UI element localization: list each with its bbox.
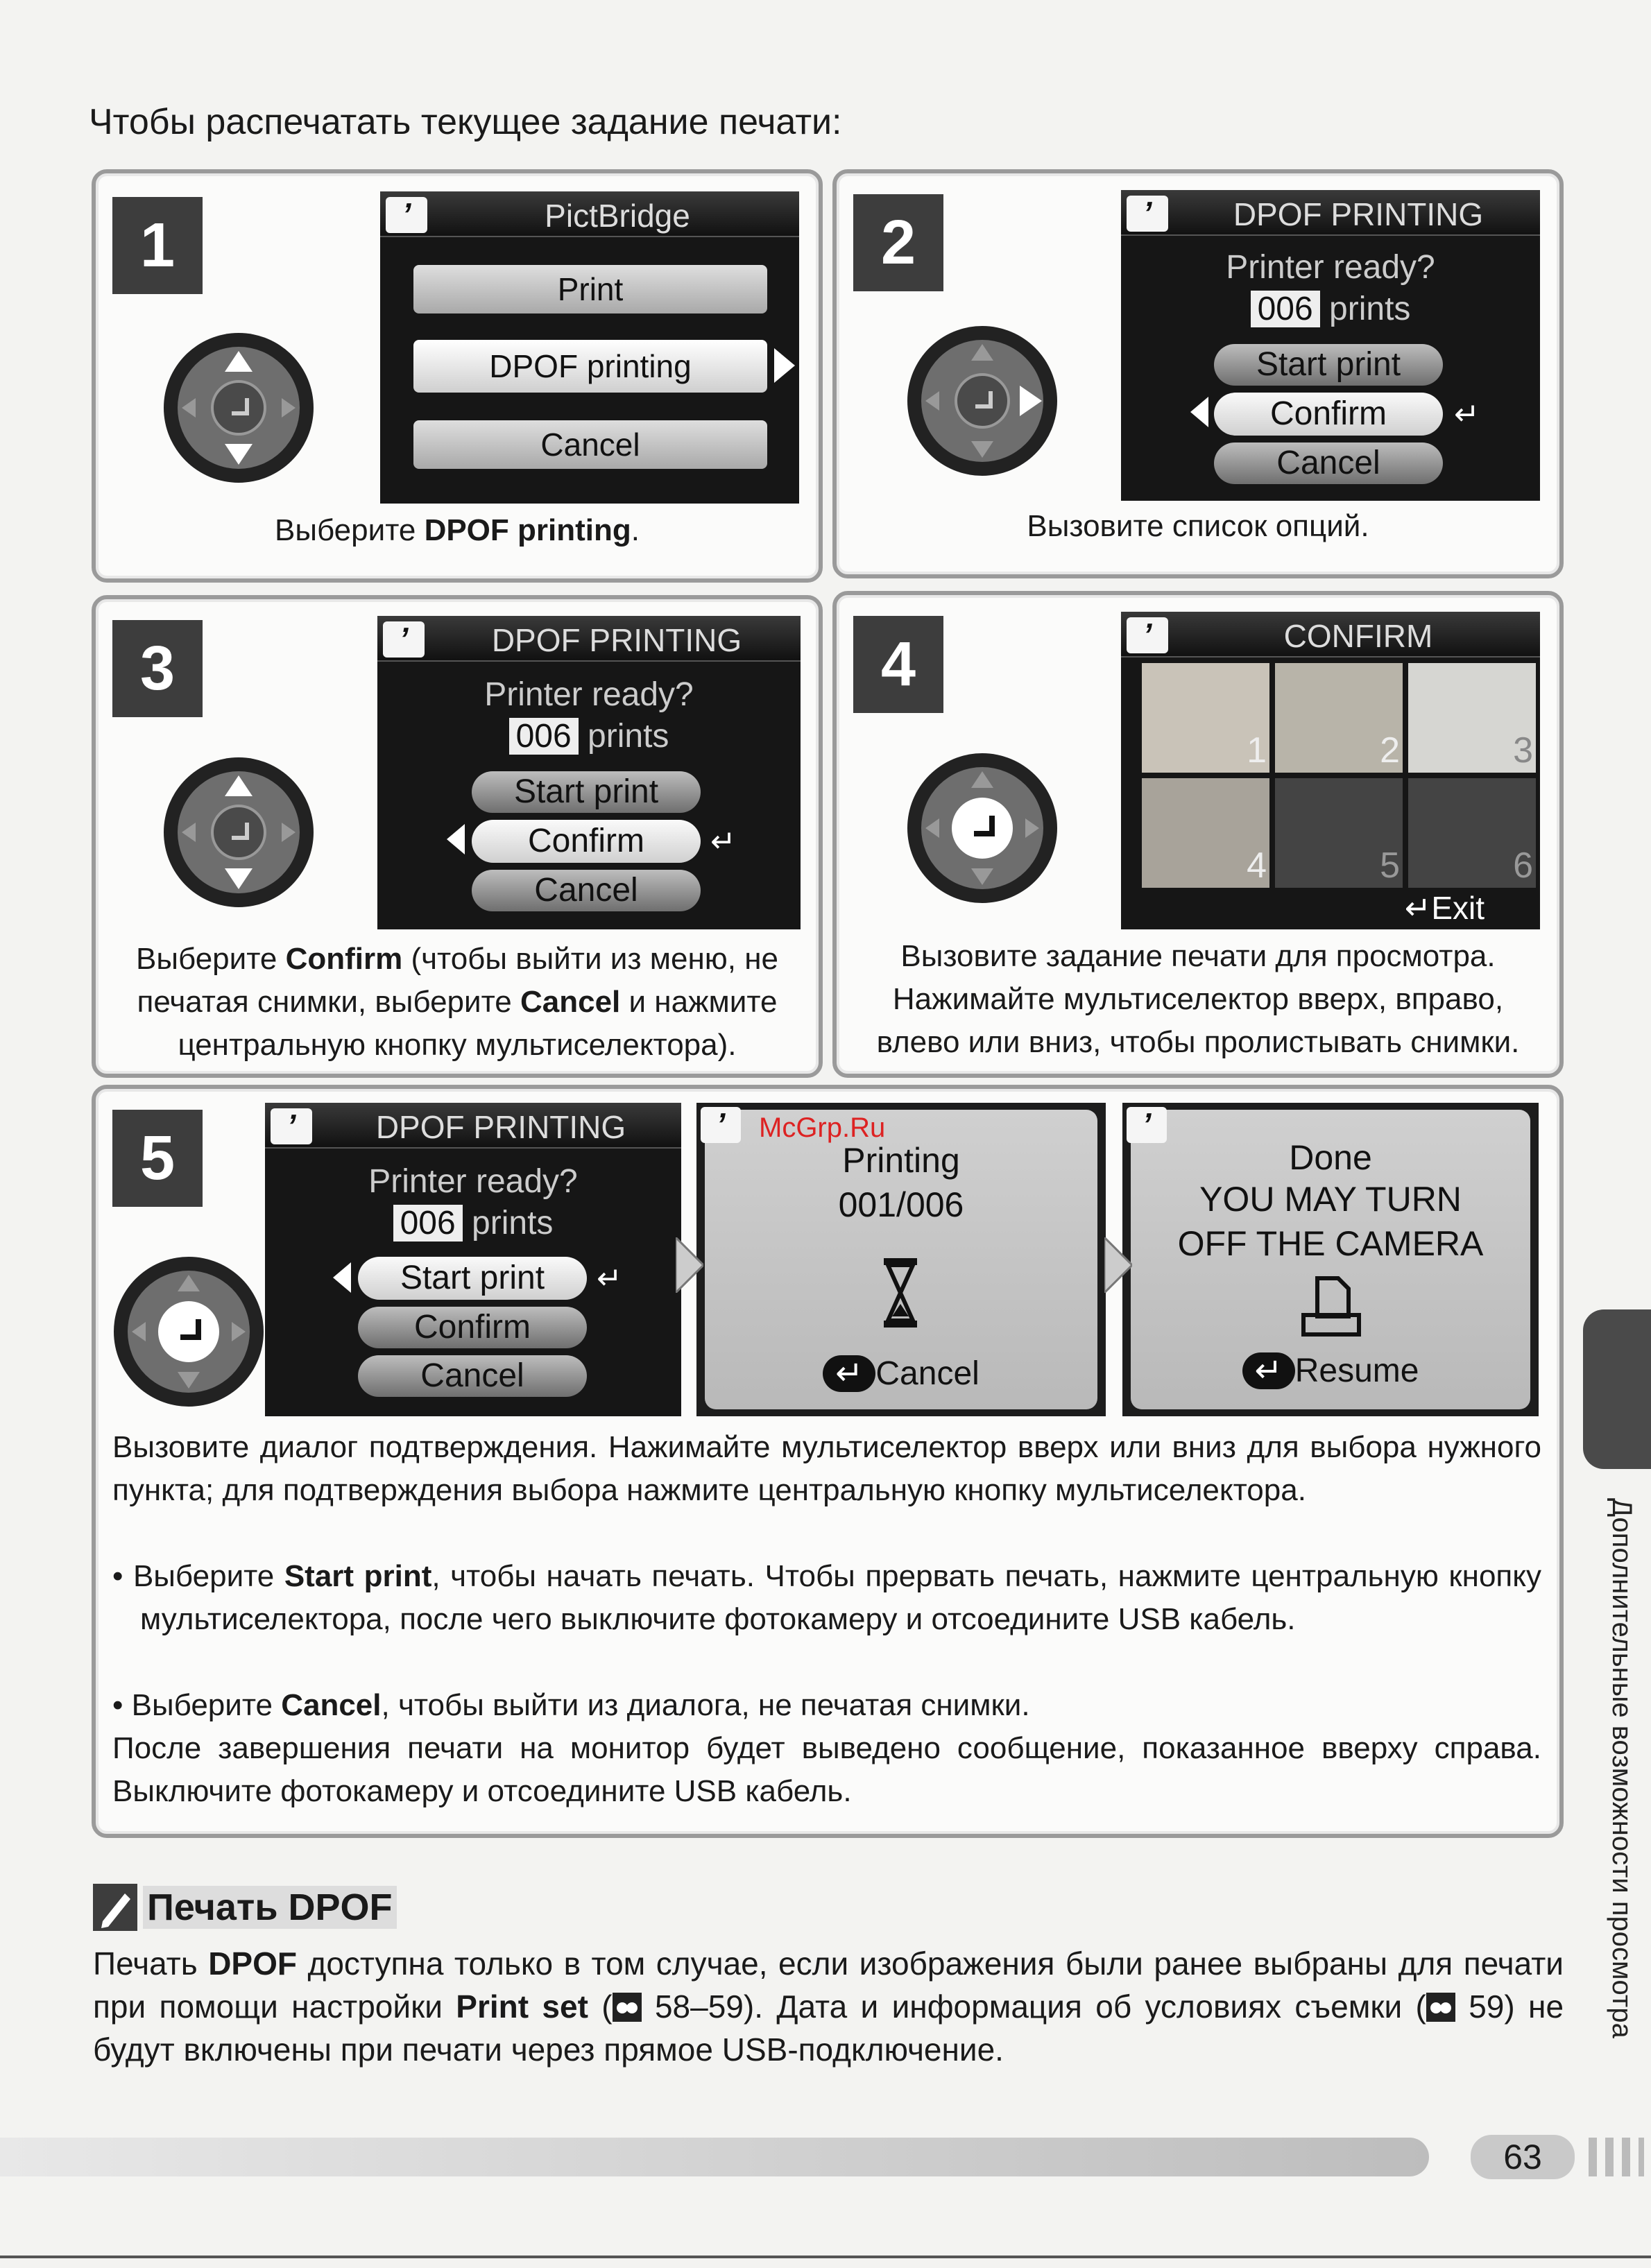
option-cancel: Cancel — [1214, 443, 1443, 484]
screen-title: DPOF PRINTING — [375, 1109, 626, 1145]
option-start-print: Start print — [1214, 344, 1443, 386]
option-start-print: Start print — [358, 1257, 587, 1300]
page-reference-icon — [613, 1993, 642, 2022]
caption-line — [96, 938, 819, 981]
thumbnail — [1142, 663, 1269, 773]
step-number: 2 — [853, 194, 943, 291]
multi-selector-dial-icon — [906, 325, 1059, 477]
print-count-unit: prints — [1329, 291, 1411, 327]
printing-label: Printing — [842, 1141, 960, 1180]
pencil-icon — [93, 1884, 137, 1931]
multi-selector-dial-icon — [906, 752, 1059, 904]
bullet-bold: Cancel — [281, 1688, 382, 1722]
note-text: 59) не будут включены при печати через прямое USB-подключение. — [93, 1988, 1564, 2068]
step-number: 4 — [853, 616, 943, 713]
hourglass-icon — [881, 1258, 920, 1328]
thumbnail — [1408, 663, 1536, 773]
screen-header — [380, 191, 799, 237]
step-number: 5 — [112, 1110, 203, 1207]
step-3-panel — [92, 595, 823, 1078]
print-count: 006 — [509, 718, 579, 755]
camera-screen-dpof-printing — [1121, 190, 1540, 501]
intro-heading: Чтобы распечатать текущее задание печати: — [89, 102, 842, 142]
pictbridge-logo-icon: ʼ — [701, 1107, 741, 1143]
thumbnail-number: 2 — [1380, 730, 1400, 771]
note-bold: Print set — [456, 1988, 588, 2025]
pictbridge-logo-icon: ʼ — [1127, 196, 1168, 232]
bullet-text: Выберите — [131, 1688, 282, 1722]
thumbnail-number: 5 — [1380, 845, 1400, 886]
watermark: McGrp.Ru — [759, 1112, 886, 1143]
page-number: 63 — [1471, 2135, 1575, 2179]
caption-line: Вызовите задание печати для просмотра. — [900, 939, 1496, 973]
option-cancel: Cancel — [472, 870, 701, 911]
step-5-panel — [92, 1085, 1564, 1838]
enter-icon: ↵ — [823, 1355, 875, 1392]
caption-bold: DPOF printing — [424, 513, 631, 547]
resume-label: Resume — [1294, 1352, 1419, 1389]
screen-title: CONFIRM — [1283, 618, 1433, 654]
footer-bar — [0, 2138, 1429, 2176]
section-side-label: Дополнительные возможности просмотра — [1607, 1498, 1637, 2038]
note-text: 58–59). Дата и информация об условиях съемки ( — [641, 1988, 1426, 2025]
multi-selector-dial-icon — [112, 1255, 265, 1408]
step-4-caption — [837, 935, 1559, 1064]
step-number: 1 — [112, 197, 203, 294]
caption-line: влево или вниз, чтобы пролистывать снимки. — [876, 1025, 1520, 1059]
bullet-text: , чтобы выйти из диалога, не печатая снимки. — [381, 1688, 1030, 1722]
step-5-final-paragraph: После завершения печати на монитор будет выведено сообщение, показанное вверху справа. Выключите фотокамеру и отсоедините USB кабель. — [112, 1731, 1541, 1808]
left-arrow-icon — [1190, 397, 1208, 427]
done-message-line: OFF THE CAMERA — [1177, 1224, 1484, 1263]
step-number: 3 — [112, 620, 203, 717]
pictbridge-logo-icon: ʼ — [1127, 1107, 1167, 1143]
caption-text: печатая снимки, выберите — [137, 985, 520, 1019]
print-count: 006 — [393, 1205, 463, 1242]
right-arrow-icon — [774, 348, 795, 383]
print-count: 006 — [1251, 291, 1320, 327]
step-2-panel — [832, 169, 1564, 578]
bullet-text: Выберите — [132, 1559, 284, 1593]
caption-line: Нажимайте мультиселектор вверх, вправо, — [892, 982, 1504, 1016]
pictbridge-logo-icon: ʼ — [383, 621, 425, 658]
camera-screen-dpof-printing — [265, 1103, 681, 1416]
camera-screen-pictbridge — [380, 191, 799, 504]
page-reference-icon — [1426, 1993, 1455, 2022]
caption-bold: Confirm — [285, 942, 403, 976]
print-count-unit: prints — [472, 1205, 554, 1242]
footer-stripes — [1589, 2138, 1644, 2176]
step-1-caption — [96, 509, 819, 552]
screen-header — [1121, 190, 1540, 236]
step-3-caption — [96, 938, 819, 1067]
option-confirm: Confirm — [1214, 393, 1443, 436]
step-5-paragraph: Вызовите диалог подтверждения. Нажимайте мультиселектор вверх или вниз для выбора нужного пункта; для подтверждения выбора нажмите центральную кнопку мультиселектора. — [112, 1430, 1541, 1507]
screen-header — [377, 616, 801, 662]
done-label: Done — [1289, 1138, 1372, 1177]
printer-ready-text: Printer ready? — [1226, 249, 1435, 286]
exit-label: Exit — [1431, 890, 1485, 926]
multi-selector-dial-icon — [162, 332, 315, 484]
caption-text: Выберите — [136, 942, 286, 976]
bullet-bold: Start print — [284, 1559, 432, 1593]
thumbnail-number: 3 — [1513, 730, 1533, 771]
cancel-label: Cancel — [875, 1355, 980, 1392]
caption-text: (чтобы выйти из меню, не — [402, 942, 778, 976]
bullet-text: , чтобы начать печать. Чтобы прервать печать, нажмите центральную кнопку мультиселектора, после чего выключите фотокамеру и отсоедините USB кабель. — [140, 1559, 1541, 1636]
note-text: доступна только в том случае, если изображения были ранее выбраны для печати при помощи настройки — [93, 1945, 1564, 2025]
note-title: Печать DPOF — [143, 1886, 397, 1929]
enter-icon: ↵ — [1454, 397, 1480, 431]
printer-ready-text: Printer ready? — [368, 1163, 578, 1200]
progress-count: 001/006 — [838, 1185, 964, 1224]
print-count-row — [265, 1204, 681, 1242]
thumbnail — [1275, 663, 1403, 773]
enter-icon: ↵ — [710, 825, 736, 859]
printer-ready-text: Printer ready? — [484, 676, 694, 713]
camera-screen-done — [1122, 1103, 1539, 1416]
thumbnail — [1142, 778, 1269, 888]
bullet-start-print: • Выберите Start print, чтобы начать печать. Чтобы прервать печать, нажмите центральную кнопку мультиселектора, после чего выключите фотокамеру и отсоедините USB кабель. — [112, 1559, 1541, 1636]
caption-text: Выберите — [275, 513, 425, 547]
right-arrow-icon — [676, 1237, 703, 1293]
menu-item-cancel: Cancel — [413, 420, 767, 469]
multi-selector-dial-icon — [162, 756, 315, 909]
right-arrow-icon — [1104, 1237, 1132, 1293]
note-paragraph — [93, 1942, 1564, 2071]
thumbnail-grid — [1142, 663, 1536, 888]
caption-bold: Cancel — [520, 985, 621, 1019]
menu-item-dpof-printing: DPOF printing — [413, 340, 767, 393]
resume-hint — [1122, 1351, 1539, 1390]
step-4-panel — [832, 591, 1564, 1078]
screen-title: DPOF PRINTING — [1233, 196, 1484, 232]
done-message-line: YOU MAY TURN — [1199, 1180, 1462, 1219]
screen-header — [265, 1103, 681, 1149]
thumbnail — [1275, 778, 1403, 888]
note-bold: DPOF — [208, 1945, 297, 1982]
note-heading — [93, 1884, 397, 1931]
print-count-unit: prints — [588, 718, 669, 755]
thumbnail-number: 1 — [1247, 730, 1267, 771]
enter-icon: ↵ — [1242, 1352, 1295, 1389]
menu-item-print: Print — [413, 265, 767, 313]
note-text: ( — [588, 1988, 613, 2025]
thumbnail-number: 6 — [1513, 845, 1533, 886]
caption-line: центральную кнопку мультиселектора). — [178, 1028, 737, 1062]
screen-title: DPOF PRINTING — [491, 622, 742, 658]
left-arrow-icon — [447, 824, 465, 854]
cancel-hint — [696, 1354, 1106, 1393]
pictbridge-logo-icon: ʼ — [271, 1108, 312, 1144]
thumbnail — [1408, 778, 1536, 888]
option-cancel: Cancel — [358, 1355, 587, 1397]
camera-screen-dpof-printing — [377, 616, 801, 929]
option-confirm: Confirm — [358, 1307, 587, 1348]
caption-line — [96, 981, 819, 1024]
camera-screen-printing — [696, 1103, 1106, 1416]
option-confirm: Confirm — [472, 820, 701, 863]
caption-text: . — [631, 513, 640, 547]
print-count-row — [377, 717, 801, 755]
step-1-panel — [92, 169, 823, 583]
left-arrow-icon — [333, 1262, 351, 1293]
exit-hint: ↵Exit — [1404, 890, 1485, 926]
enter-icon: ↵ — [597, 1262, 622, 1296]
print-count-row — [1121, 290, 1540, 328]
caption-text: и нажмите — [620, 985, 778, 1019]
printer-icon — [1300, 1275, 1362, 1337]
pictbridge-logo-icon: ʼ — [1127, 617, 1168, 653]
note-text: Печать — [93, 1945, 209, 1982]
camera-screen-confirm — [1121, 612, 1540, 929]
section-tab — [1583, 1309, 1651, 1469]
option-start-print: Start print — [472, 771, 701, 813]
bullet-cancel: • Выберите Cancel, чтобы выйти из диалога, не печатая снимки. — [112, 1688, 1030, 1722]
thumbnail-number: 4 — [1247, 845, 1267, 886]
screen-title: PictBridge — [545, 198, 690, 234]
pictbridge-logo-icon: ʼ — [386, 197, 427, 233]
screen-header — [1121, 612, 1540, 658]
step-2-caption: Вызовите список опций. — [1027, 509, 1369, 543]
bottom-rule — [0, 2256, 1651, 2258]
